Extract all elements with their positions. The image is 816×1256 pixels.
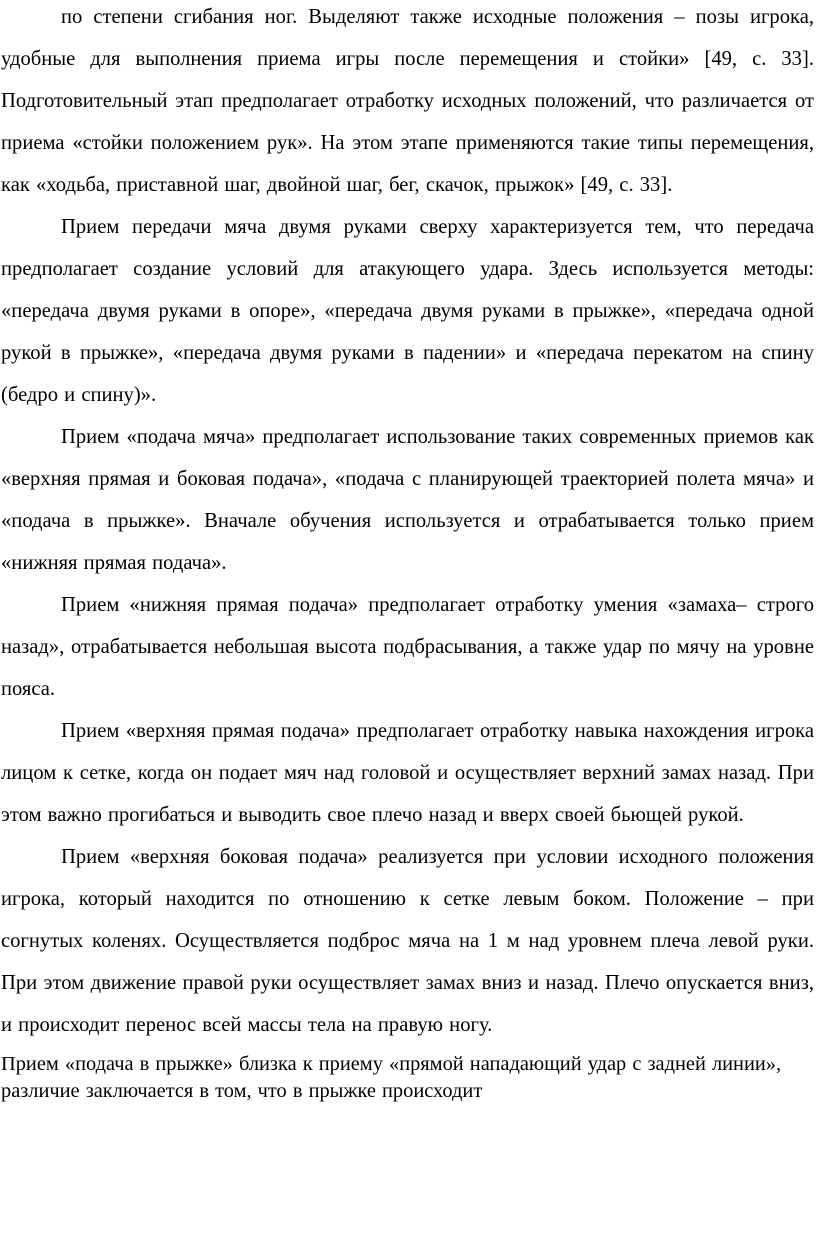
- paragraph-underhand-serve: Прием «нижняя прямая подача» предполагает отработку умения «замаха– строго назад», отрабатывается небольшая высота подбрасывания, а также удар по мячу на уровне пояса.: [1, 594, 814, 700]
- paragraph-stance-continuation: по степени сгибания ног. Выделяют также исходные положения – позы игрока, удобные для выполнения приема игры после перемещения и стойки» [49, с. 33]. Подготовительный этап предполагает отработку исходных положений, что различается от приема «стойки положением рук». На этом этапе применяются такие типы перемещения, как «ходьба, приставной шаг, двойной шаг, бег, скачок, прыжок» [49, с. 33].: [1, 6, 814, 196]
- paragraph-overhand-serve: Прием «верхняя прямая подача» предполагает отработку навыка нахождения игрока лицом к сетке, когда он подает мяч над головой и осуществляет верхний замах назад. При этом важно прогибаться и выводить свое плечо назад и вверх своей бьющей рукой.: [1, 720, 814, 826]
- paragraph-jump-serve: Прием «подача в прыжке» близка к приему «прямой нападающий удар с задней линии», различие заключается в том, что в прыжке происходит: [1, 1053, 782, 1102]
- paragraph-serve: Прием «подача мяча» предполагает использование таких современных приемов как «верхняя прямая и боковая подача», «подача с планирующей траекторией полета мяча» и «подача в прыжке». Вначале обучения используется и отрабатывается только прием «нижняя прямая подача».: [1, 426, 814, 574]
- paragraph-overhead-pass: Прием передачи мяча двумя руками сверху характеризуется тем, что передача предполагает создание условий для атакующего удара. Здесь используется методы: «передача двумя руками в опоре», «передача двумя руками в прыжке», «передача одной рукой в прыжке», «передача двумя руками в падении» и «передача перекатом на спину (бедро и спину)».: [1, 216, 814, 406]
- paragraph-side-serve: Прием «верхняя боковая подача» реализуется при условии исходного положения игрока, который находится по отношению к сетке левым боком. Положение – при согнутых коленях. Осуществляется подброс мяча на 1 м над уровнем плеча левой руки. При этом движение правой руки осуществляет замах вниз и назад. Плечо опускается вниз, и происходит перенос всей массы тела на правую ногу.: [1, 846, 814, 1036]
